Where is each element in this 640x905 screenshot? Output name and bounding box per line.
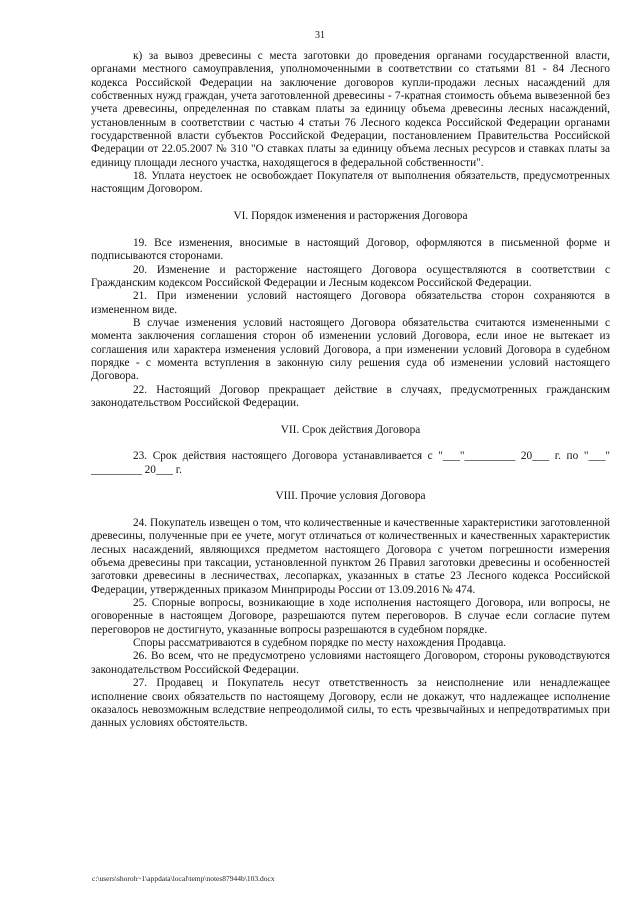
paragraph-23: 23. Срок действия настоящего Договора устанавливается с "___"_________ 20___ г. по "___" _________ 20___ г. <box>91 450 610 476</box>
paragraph-25: 25. Спорные вопросы, возникающие в ходе исполнения настоящего Договора, или вопросы, не оговоренные в настоящем Договоре, разрешаются путем переговоров. В случае если согласие путем переговоров не достигнуто, указанные вопросы разрешаются в судебном порядке. <box>91 597 610 636</box>
paragraph-19: 19. Все изменения, вносимые в настоящий Договор, оформляются в письменной форме и подписываются сторонами. <box>91 236 610 263</box>
paragraph-21: 21. При изменении условий настоящего Договора обязательства сторон сохраняются в измененном виде. <box>91 290 610 316</box>
paragraph-22: 22. Настоящий Договор прекращает действие в случаях, предусмотренных гражданским законодательством Российской Федерации. <box>91 383 610 409</box>
page-number: 31 <box>315 30 325 41</box>
paragraph-27: 27. Продавец и Покупатель несут ответственность за неисполнение или ненадлежащее исполнение своих обязательств по настоящему Договору, если не докажут, что надлежащее исполнение оказалось невозможным вследствие непреодолимой силы, то есть чрезвычайных и непредотвратимых при данных условиях обстоятельств. <box>91 677 610 730</box>
paragraph-18: 18. Уплата неустоек не освобождает Покупателя от выполнения обязательств, предусмотренных настоящим Договором. <box>91 170 610 196</box>
paragraph-17k: к) за вывоз древесины с места заготовки до проведения органами государственной власти, органами местного самоуправления, уполномоченными в соответствии со статьями 81 - 84 Лесного кодекса Российской Федерации на заключение договоров купли-продажи лесных насаждений для собственных нужд граждан, учета заготовленной древесины - 7-кратная стоимость объема вывезенной без учета древесины, определенная по ставкам платы за единицу объема древесины лесных насаждений, установленным в соответствии с частью 4 статьи 76 Лесного кодекса Российской Федерации органами государственной власти субъектов Российской Федерации, постановлением Правительства Российской Федерации от 22.05.2007 № 310 "О ставках платы за единицу объема лесных ресурсов и ставках платы за единицу площади лесного участка, находящегося в федеральной собственности". <box>91 50 610 169</box>
paragraph-26: 26. Во всем, что не предусмотрено условиями настоящего Договором, стороны руководствуются законодательством Российской Федерации. <box>91 650 610 676</box>
paragraph-24: 24. Покупатель извещен о том, что количественные и качественные характеристики заготовленной древесины, полученные при ее учете, могут отличаться от количественных и качественных характеристик лесных насаждений, являющихся предметом настоящего Договора с учетом погрешности измерения объема древесины при таксации, установленной пунктом 26 Правил заготовки древесины и особенностей заготовки древесины в лесничествах, лесопарках, указанных в статье 23 Лесного кодекса Российской Федерации, утвержденных приказом Минприроды России от 13.09.2016 № 474. <box>91 517 610 596</box>
file-path-footer: c:\users\shoroh~1\appdata\local\temp\notes87944b\103.docx <box>92 874 275 883</box>
document-body <box>91 50 610 731</box>
paragraph-25-cont: Споры рассматриваются в судебном порядке по месту нахождения Продавца. <box>133 637 507 650</box>
paragraph-20: 20. Изменение и расторжение настоящего Договора осуществляются в соответствии с Гражданским кодексом Российской Федерации и Лесным кодексом Российской Федерации. <box>91 263 610 289</box>
paragraph-21-cont: В случае изменения условий настоящего Договора обязательства считаются измененными с момента заключения соглашения сторон об изменении условий Договора, если иное не вытекает из соглашения или характера изменения условий Договора, а при изменении условий Договора в судебном порядке - с момента вступления в законную силу решения суда об изменении условий настоящего Договора. <box>91 316 610 383</box>
section-8-heading: VIII. Прочие условия Договора <box>275 490 426 503</box>
section-7-heading: VII. Срок действия Договора <box>280 423 421 436</box>
section-6-heading: VI. Порядок изменения и расторжения Договора <box>233 210 468 223</box>
